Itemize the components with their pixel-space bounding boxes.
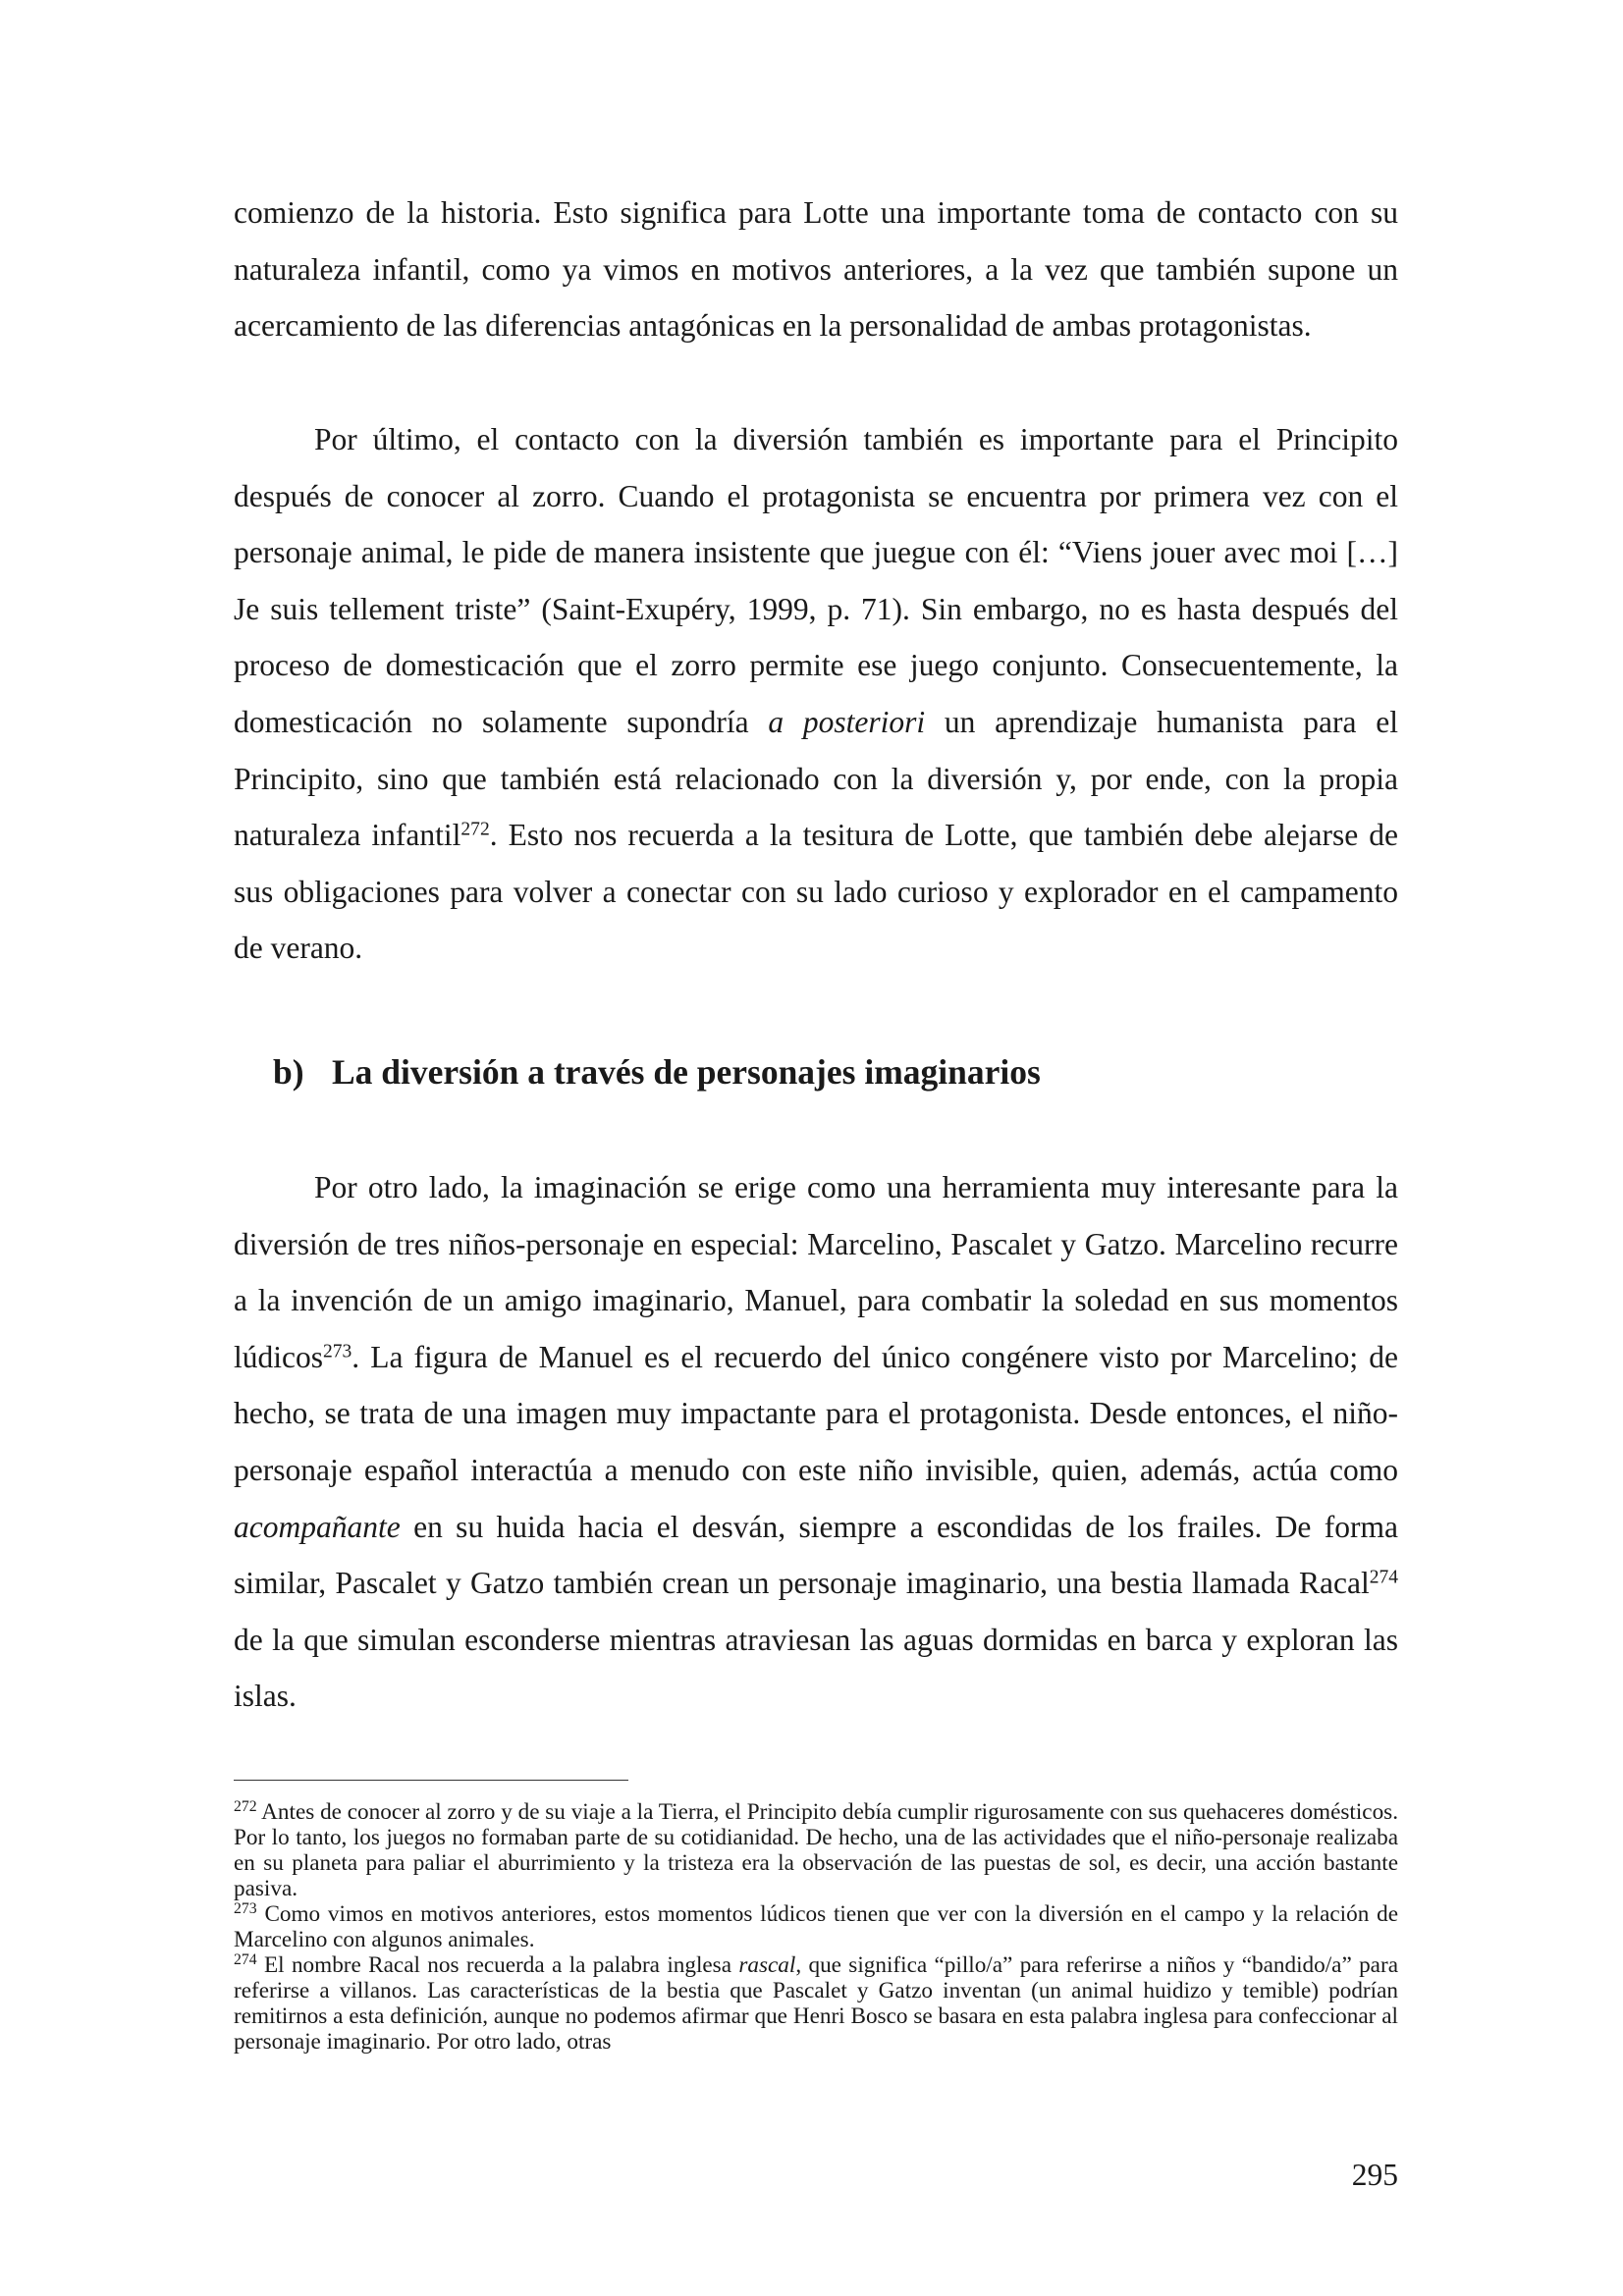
paragraph-1	[234, 185, 1398, 354]
footnote-text: Antes de conocer al zorro y de su viaje a la Tierra, el Principito debía cumplir rigurosamente con sus quehaceres domésticos. Por lo tanto, los juegos no formaban parte de su cotidianidad. De hecho, una de las actividades que el niño-personaje realizaba en su planeta para paliar el aburrimiento y la tristeza era la observación de las puestas de sol, es decir, una acción bastante pasiva.	[234, 1799, 1398, 1901]
footnote-ref-272[interactable]: 272	[460, 819, 490, 840]
paragraph-3-text: Por otro lado, la imaginación se erige como una herramienta muy interesante para la diversión de tres niños-personaje en especial: Marcelino, Pascalet y Gatzo. Marcelino recurre a la invención de un amigo imaginario, Manuel, para combatir la soledad en sus momentos lúdicos	[234, 1170, 1398, 1374]
paragraph-3	[234, 1159, 1398, 1725]
paragraph-3-text: en su huida hacia el desván, siempre a escondidas de los frailes. De forma similar, Pascalet y Gatzo también crean un personaje imaginario, una bestia llamada Racal	[234, 1509, 1398, 1601]
footnote-text: Como vimos en motivos anteriores, estos momentos lúdicos tienen que ver con la diversión en el campo y la relación de Marcelino con algunos animales.	[234, 1901, 1398, 1952]
italic-term: a posteriori	[768, 704, 926, 739]
footnote-ref-274[interactable]: 274	[1369, 1567, 1398, 1588]
italic-term: acompañante	[234, 1509, 401, 1544]
footnote-272	[234, 1799, 1398, 1901]
footnote-text: El nombre Racal nos recuerda a la palabra inglesa	[256, 1952, 739, 1978]
paragraph-3-text: . La figura de Manuel es el recuerdo del único congénere visto por Marcelino; de hecho, se trata de una imagen muy impactante para el protagonista. Desde entonces, el niño-personaje español interactúa a menudo con este niño invisible, quien, además, actúa como	[234, 1339, 1398, 1487]
footnote-number: 273	[234, 1900, 257, 1918]
paragraph-2	[234, 411, 1398, 977]
footnote-number: 272	[234, 1798, 257, 1816]
paragraph-2-text: . Esto nos recuerda a la tesitura de Lotte, que también debe alejarse de sus obligaciones para volver a conectar con su lado curioso y explorador en el campamento de verano.	[234, 818, 1398, 966]
section-heading-title: La diversión a través de personajes imaginarios	[332, 1052, 1041, 1092]
section-heading	[273, 1050, 1041, 1094]
paragraph-1-text: comienzo de la historia. Esto significa para Lotte una importante toma de contacto con su naturaleza infantil, como ya vimos en motivos anteriores, a la vez que también supone un acercamiento de las diferencias antagónicas en la personalidad de ambas protagonistas.	[234, 195, 1398, 344]
paragraph-2-text: Por último, el contacto con la diversión también es importante para el Principito después de conocer al zorro. Cuando el protagonista se encuentra por primera vez con el personaje animal, le pide de manera insistente que juegue con él: “Viens jouer avec moi […] Je suis tellement triste” (Saint-Exupéry, 1999, p. 71). Sin embargo, no es hasta después del proceso de domesticación que el zorro permite ese juego conjunto. Consecuentemente, la domesticación no solamente supondría	[234, 422, 1398, 739]
page-number: 295	[1351, 2158, 1398, 2192]
footnote-number: 274	[234, 1951, 257, 1969]
section-heading-number: b)	[273, 1052, 304, 1092]
footnotes	[234, 1799, 1398, 2055]
footnote-ref-273[interactable]: 273	[323, 1341, 352, 1362]
footnote-274	[234, 1952, 1398, 2055]
paragraph-3-text: de la que simulan esconderse mientras atraviesan las aguas dormidas en barca y exploran las islas.	[234, 1622, 1398, 1714]
italic-term: rascal	[738, 1952, 796, 1978]
paragraph-2-text: un aprendizaje humanista para el Principito, sino que también está relacionado con la diversión y, por ende, con la propia naturaleza infantil	[234, 704, 1398, 853]
footnote-text: , que significa “pillo/a” para referirse a niños y “bandido/a” para referirse a villanos. Las características de la bestia que Pascalet y Gatzo inventan (un animal huidizo y temible) podrían remitirnos a esta definición, aunque no podemos afirmar que Henri Bosco se basara en esta palabra inglesa para confeccionar al personaje imaginario. Por otro lado, otras	[234, 1952, 1398, 2055]
footnote-separator	[234, 1780, 628, 1781]
footnote-273	[234, 1901, 1398, 1952]
